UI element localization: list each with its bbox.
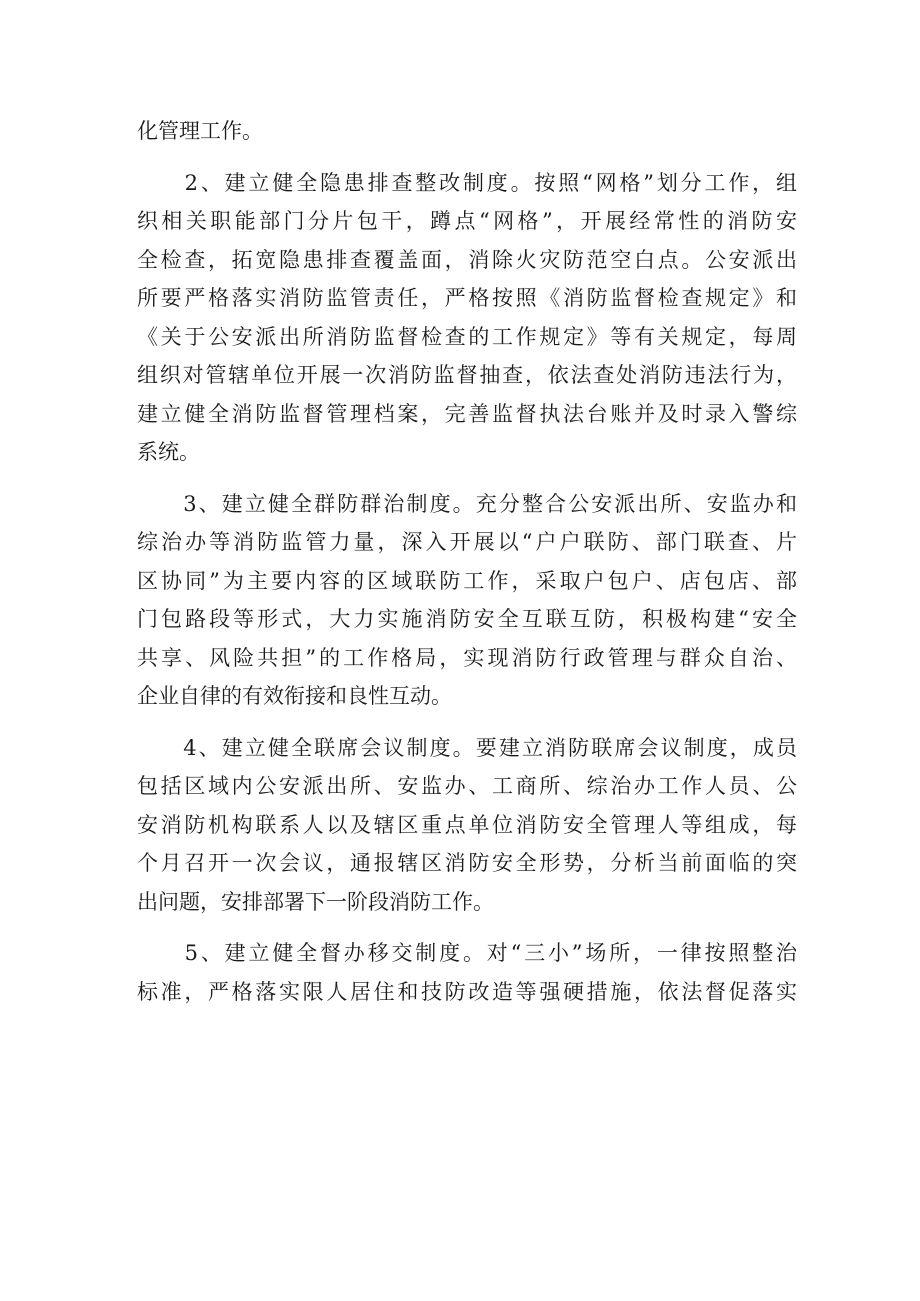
- text-line: 4、建立健全联席会议制度。要建立消防联席会议制度，成员: [137, 735, 797, 760]
- text-line: 所要严格落实消防监管责任，严格按照《消防监督检查规定》和: [137, 286, 797, 310]
- text-line: 个月召开一次会议，通报辖区消防安全形势，分析当前面临的突: [137, 851, 797, 875]
- text-line: 出问题，安排部署下一阶段消防工作。: [137, 889, 494, 914]
- text-line: 区协同”为主要内容的区域联防工作，采取户包户、店包店、部: [137, 568, 797, 593]
- paragraph-4: [137, 729, 797, 922]
- text-line: 全检查，拓宽隐患排查覆盖面，消除火灾防范空白点。公安派出: [137, 247, 797, 272]
- text-line: 织相关职能部门分片包干，蹲点“网格”，开展经常性的消防安: [137, 209, 797, 233]
- paragraph-3: [137, 485, 797, 716]
- text-line: 组织对管辖单位开展一次消防监督抽查，依法查处消防违法行为，: [137, 363, 797, 387]
- text-line: 门包路段等形式，大力实施消防安全互联互防，积极构建“安全: [137, 607, 797, 631]
- text-line: 企业自律的有效衔接和良性互动。: [137, 684, 452, 708]
- text-line: 标准，严格落实限人居住和技防改造等强硬措施，依法督促落实: [137, 979, 797, 1004]
- document-body: [137, 112, 797, 1011]
- text-line: 3、建立健全群防群治制度。充分整合公安派出所、安监办和: [137, 491, 797, 516]
- text-line: 化管理工作。: [137, 119, 263, 143]
- text-line: 共享、风险共担”的工作格局，实现消防行政管理与群众自治、: [137, 645, 797, 670]
- text-line: 2、建立健全隐患排查整改制度。按照“网格”划分工作，组: [137, 170, 797, 195]
- text-line: 安消防机构联系人以及辖区重点单位消防安全管理人等组成，每: [137, 812, 797, 837]
- text-line: 《关于公安派出所消防监督检查的工作规定》等有关规定，每周: [137, 324, 797, 349]
- text-line: 综治办等消防监管力量，深入开展以“户户联防、部门联查、片: [137, 530, 797, 554]
- text-line: 建立健全消防监督管理档案，完善监督执法台账并及时录入警综: [137, 401, 797, 426]
- paragraph-2: [137, 164, 797, 472]
- text-line: 包括区域内公安派出所、安监办、工商所、综治办工作人员、公: [137, 774, 797, 798]
- paragraph-1: [137, 112, 797, 151]
- text-line: 5、建立健全督办移交制度。对“三小”场所，一律按照整治: [137, 941, 797, 965]
- text-line: 系统。: [137, 440, 200, 464]
- paragraph-5: [137, 934, 797, 1011]
